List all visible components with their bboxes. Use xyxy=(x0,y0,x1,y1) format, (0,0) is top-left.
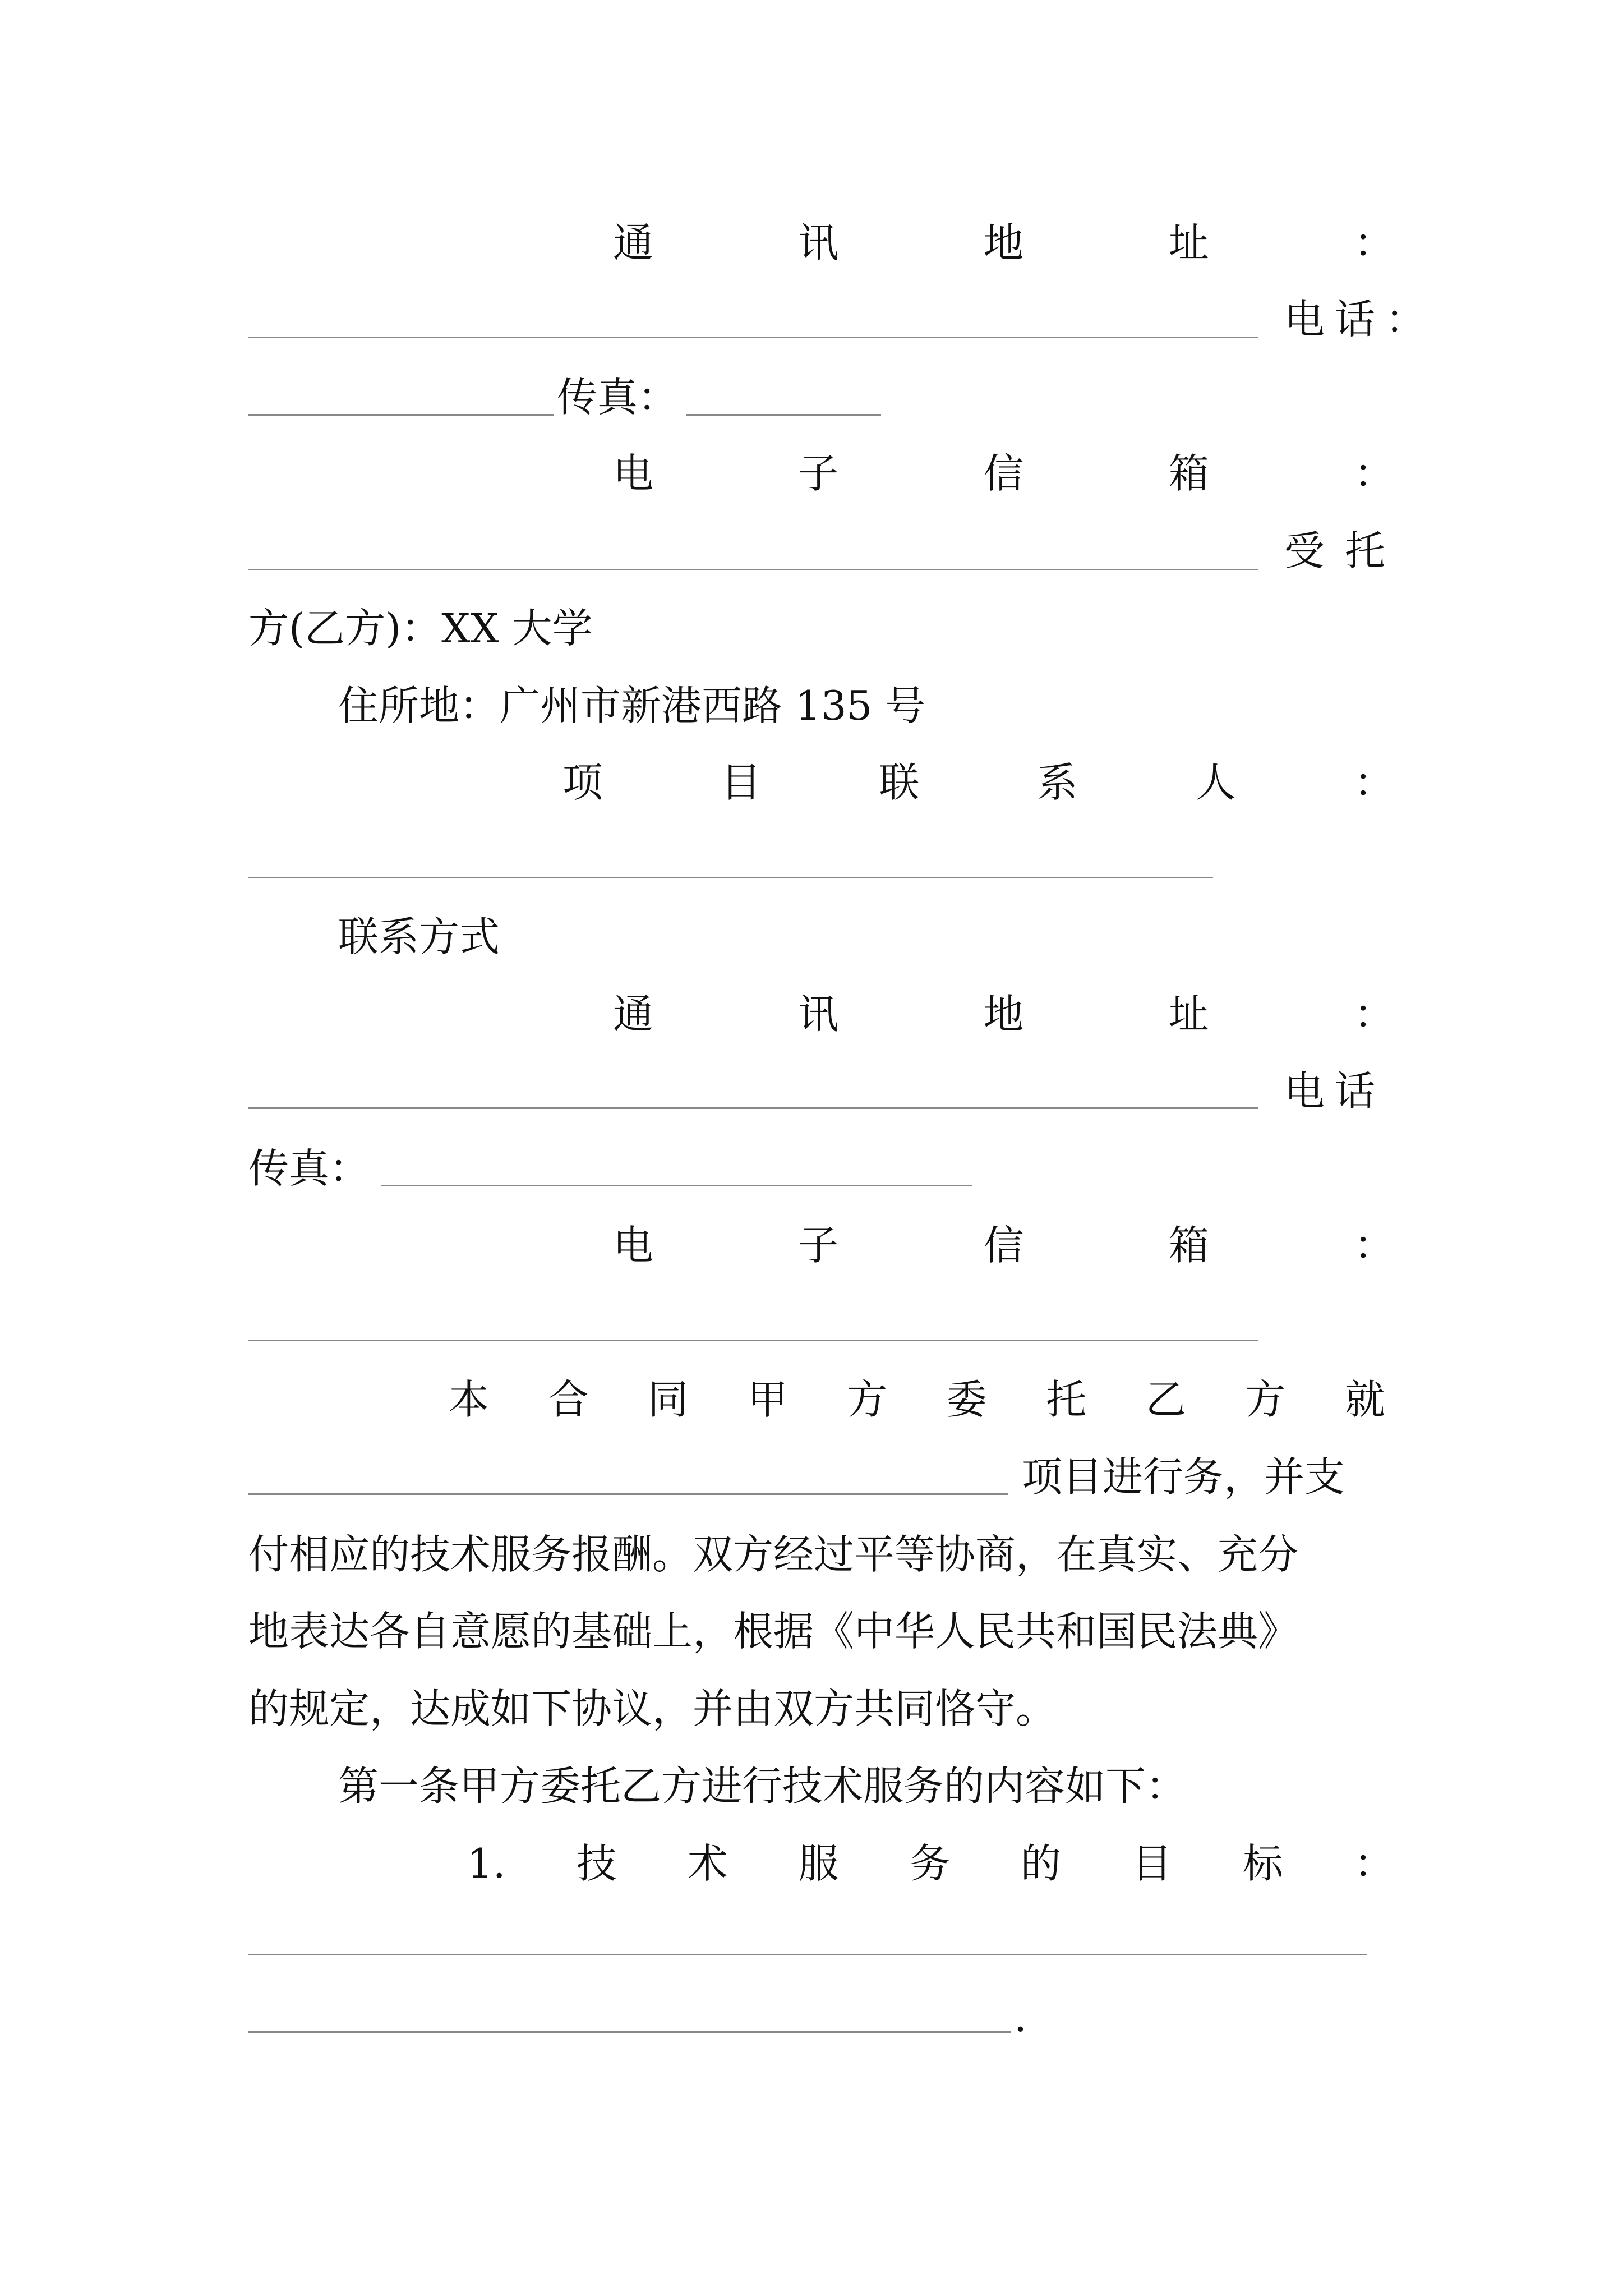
contract-text-line-2: 项目进行务，并支 xyxy=(1022,1453,1345,1501)
contract-text-line-3: 付相应的技术服务报酬。双方经过平等协商，在真实、充分 xyxy=(248,1531,1299,1578)
project-name-blank[interactable] xyxy=(248,1493,1008,1495)
contract-intro-line: 本 合 同 甲 方 委 托 乙 方 就 xyxy=(449,1376,1385,1423)
party-b-phone-label: 电话 xyxy=(1284,1068,1386,1115)
service-goal-end-period: . xyxy=(1014,1994,1027,2041)
party-b-email-label: 电 子 信 箱 ： xyxy=(613,1222,1394,1269)
party-b-fax-label: 传真： xyxy=(248,1145,370,1192)
party-a-phone-label: 电话： xyxy=(1284,296,1436,343)
party-b-name: 方(乙方)：XX 大学 xyxy=(248,605,593,652)
party-b-address-label: 通 讯 地 址 ： xyxy=(613,991,1394,1038)
party-a-fax-blank[interactable] xyxy=(686,414,881,416)
party-a-email-blank[interactable] xyxy=(248,569,1258,570)
party-a-fax-label: 传真： xyxy=(557,374,679,421)
article-1-heading: 第一条甲方委托乙方进行技术服务的内容如下： xyxy=(338,1763,1187,1810)
party-b-entrusted-heading: 受 托 xyxy=(1284,527,1385,574)
party-b-residence: 住所地：广州市新港西路 135 号 xyxy=(338,682,926,729)
service-goal-blank-1[interactable] xyxy=(248,1954,1367,1955)
party-b-address-blank[interactable] xyxy=(248,1107,1258,1109)
service-goal-blank-2[interactable] xyxy=(248,2031,1011,2033)
party-a-address-label: 通 讯 地 址 ： xyxy=(613,219,1394,266)
party-b-contact-method: 联系方式 xyxy=(338,913,500,960)
party-b-email-blank[interactable] xyxy=(248,1340,1258,1341)
contract-text-line-4: 地表达各自意愿的基础上，根据《中华人民共和国民法典》 xyxy=(248,1608,1299,1655)
contract-text-line-5: 的规定，达成如下协议，并由双方共同恪守。 xyxy=(248,1685,1057,1732)
party-b-contact-person-blank[interactable] xyxy=(248,877,1213,878)
party-a-email-label: 电 子 信 箱 ： xyxy=(613,450,1394,497)
service-goal-label: 1. 技 术 服 务 的 目 标 ： xyxy=(467,1840,1394,1887)
party-a-phone-blank[interactable] xyxy=(248,414,554,416)
party-b-contact-person-label: 项 目 联 系 人 ： xyxy=(562,759,1394,806)
party-b-fax-blank[interactable] xyxy=(381,1185,972,1186)
party-a-address-blank[interactable] xyxy=(248,337,1258,338)
